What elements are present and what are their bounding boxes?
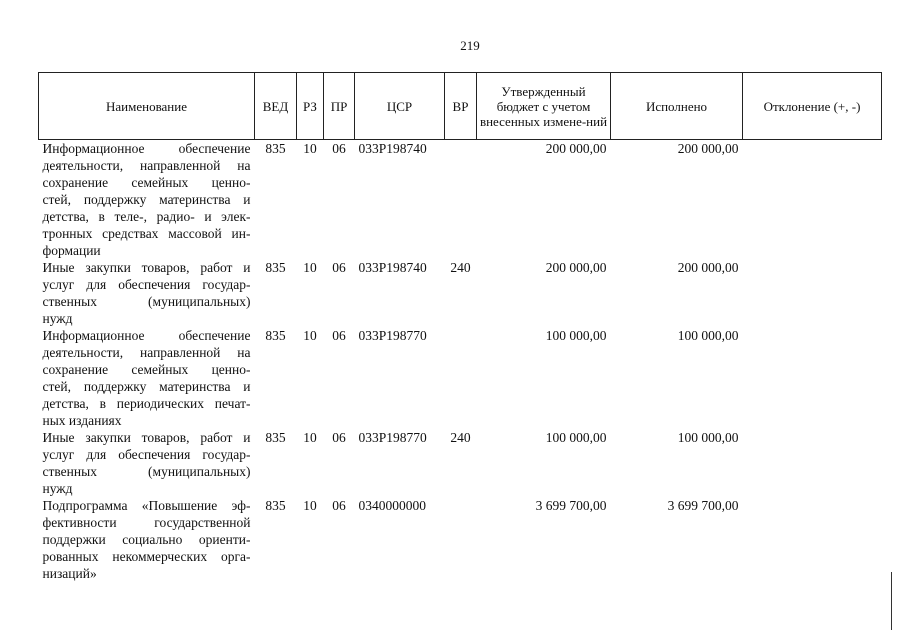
- budget-table: [38, 72, 882, 582]
- row-ved: 835: [265, 328, 286, 343]
- row-deviation: [743, 140, 882, 260]
- row-csr: 033P198770: [358, 328, 427, 343]
- row-name-line: Иные закупки товаров, работ и: [42, 260, 251, 275]
- row-approved: 200 000,00: [545, 260, 607, 275]
- row-name-line: нужд: [42, 481, 73, 496]
- row-name-line: услуг для обеспечения государ-: [42, 277, 251, 292]
- row-approved: 3 699 700,00: [535, 498, 607, 513]
- row-csr: 033P198770: [358, 430, 427, 445]
- margin-line: [891, 572, 893, 630]
- row-deviation: [743, 497, 882, 582]
- header-pr: ПР: [324, 73, 355, 140]
- table-body: [39, 140, 882, 583]
- table-row: [39, 429, 882, 497]
- row-rz: 10: [303, 141, 317, 156]
- row-name-line: Информационное обеспечение: [42, 141, 251, 156]
- page-number: 219: [460, 38, 480, 53]
- header-vr: ВР: [445, 73, 477, 140]
- row-name: [39, 259, 255, 327]
- row-name-line: ственных (муниципальных): [42, 294, 251, 309]
- row-deviation: [743, 429, 882, 497]
- row-name-line: фективности государственной: [42, 515, 251, 530]
- table-row: [39, 140, 882, 260]
- row-executed: 100 000,00: [677, 430, 739, 445]
- row-rz: 10: [303, 260, 317, 275]
- row-rz: 10: [303, 328, 317, 343]
- row-name-line: стей, поддержку материнства и: [42, 379, 251, 394]
- row-pr: 06: [332, 141, 346, 156]
- row-vr: [445, 327, 477, 429]
- row-name: [39, 497, 255, 582]
- row-ved: 835: [265, 141, 286, 156]
- row-name-line: детства, в периодических печат-: [42, 396, 251, 411]
- row-deviation: [743, 259, 882, 327]
- row-ved: 835: [265, 430, 286, 445]
- row-csr: 0340000000: [358, 498, 426, 513]
- table-header-row: [39, 73, 882, 140]
- row-vr: 240: [450, 430, 471, 445]
- row-rz: 10: [303, 430, 317, 445]
- row-name-line: Иные закупки товаров, работ и: [42, 430, 251, 445]
- row-executed: 100 000,00: [677, 328, 739, 343]
- row-vr: [445, 140, 477, 260]
- row-pr: 06: [332, 328, 346, 343]
- row-ved: 835: [265, 498, 286, 513]
- header-csr: ЦСР: [355, 73, 445, 140]
- row-name-line: Подпрограмма «Повышение эф-: [42, 498, 251, 513]
- row-name-line: ных изданиях: [42, 413, 122, 428]
- row-csr: 033P198740: [358, 141, 427, 156]
- row-approved: 200 000,00: [545, 141, 607, 156]
- header-approved: Утвержденный бюджет с учетом внесенных измене-ний: [477, 73, 611, 140]
- row-name: [39, 327, 255, 429]
- row-vr: 240: [450, 260, 471, 275]
- row-approved: 100 000,00: [545, 430, 607, 445]
- row-name-line: сохранение семейных ценно-: [42, 362, 251, 377]
- header-deviation: Отклонение (+, -): [743, 73, 882, 140]
- row-name-line: формации: [42, 243, 101, 258]
- row-csr: 033P198740: [358, 260, 427, 275]
- header-rz: РЗ: [297, 73, 324, 140]
- row-name-line: тронных средствах массовой ин-: [42, 226, 251, 241]
- header-ved: ВЕД: [255, 73, 297, 140]
- row-name-line: стей, поддержку материнства и: [42, 192, 251, 207]
- row-name-line: услуг для обеспечения государ-: [42, 447, 251, 462]
- row-name-line: поддержки социально ориенти-: [42, 532, 251, 547]
- row-pr: 06: [332, 498, 346, 513]
- row-rz: 10: [303, 498, 317, 513]
- table-row: [39, 327, 882, 429]
- row-executed: 200 000,00: [677, 141, 739, 156]
- row-name-line: сохранение семейных ценно-: [42, 175, 251, 190]
- row-pr: 06: [332, 260, 346, 275]
- row-name: [39, 429, 255, 497]
- header-executed: Исполнено: [611, 73, 743, 140]
- table-row: [39, 497, 882, 582]
- table-row: [39, 259, 882, 327]
- row-name-line: деятельности, направленной на: [42, 345, 251, 360]
- row-name-line: детства, в теле-, радио- и элек-: [42, 209, 251, 224]
- row-name-line: нужд: [42, 311, 73, 326]
- header-name: Наименование: [39, 73, 255, 140]
- row-vr: [445, 497, 477, 582]
- row-pr: 06: [332, 430, 346, 445]
- row-name-line: ственных (муниципальных): [42, 464, 251, 479]
- row-executed: 200 000,00: [677, 260, 739, 275]
- row-executed: 3 699 700,00: [667, 498, 739, 513]
- row-name-line: Информационное обеспечение: [42, 328, 251, 343]
- row-name-line: низаций»: [42, 566, 97, 581]
- row-approved: 100 000,00: [545, 328, 607, 343]
- row-ved: 835: [265, 260, 286, 275]
- row-name-line: рованных некоммерческих орга-: [42, 549, 251, 564]
- row-name-line: деятельности, направленной на: [42, 158, 251, 173]
- row-deviation: [743, 327, 882, 429]
- row-name: [39, 140, 255, 260]
